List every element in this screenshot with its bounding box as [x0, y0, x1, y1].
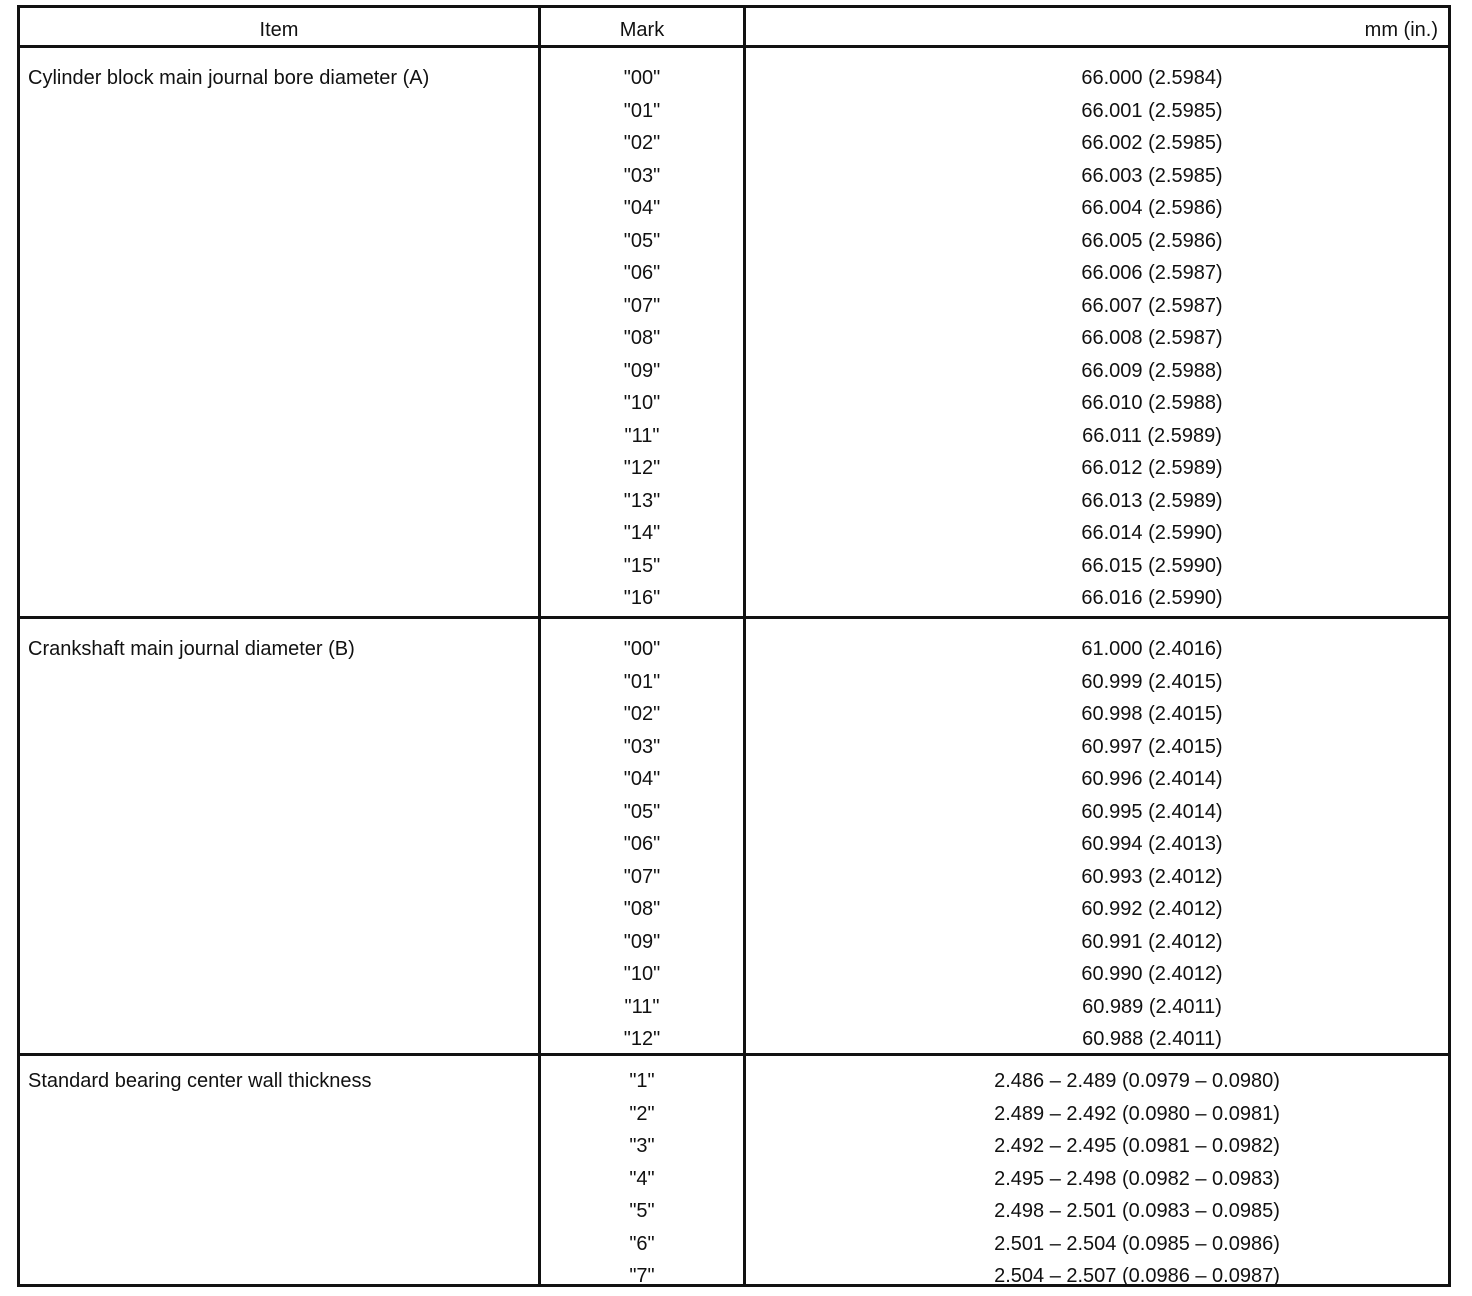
table-row — [541, 485, 1448, 518]
section-bore-diameter — [20, 48, 1448, 618]
table-row — [541, 731, 1448, 764]
value-cell: 2.489 – 2.492 (0.0980 – 0.0981) — [994, 1102, 1280, 1125]
header-mark: Mark — [619, 19, 665, 41]
mark-cell: "06" — [623, 262, 661, 284]
value-cell: 60.992 (2.4012) — [1081, 898, 1223, 920]
value-cell: 66.015 (2.5990) — [1081, 554, 1223, 577]
value-cell: 61.000 (2.4016) — [1081, 638, 1223, 660]
table-row — [541, 666, 1448, 699]
table-row — [541, 1065, 1448, 1098]
value-cell: 66.004 (2.5986) — [1081, 197, 1223, 219]
value-cell: 66.006 (2.5987) — [1081, 262, 1223, 284]
value-cell: 60.993 (2.4012) — [1081, 865, 1223, 888]
value-cell: 60.995 (2.4014) — [1081, 800, 1223, 823]
mark-cell: "11" — [624, 995, 660, 1018]
mark-cell: "03" — [623, 735, 661, 758]
value-cell: 60.994 (2.4013) — [1081, 833, 1223, 855]
table-row — [541, 991, 1448, 1024]
section-item-label: Cylinder block main journal bore diameter (A) — [28, 67, 430, 89]
table-row — [541, 582, 1448, 615]
value-cell: 60.990 (2.4012) — [1081, 963, 1223, 985]
table-header — [20, 8, 1448, 48]
value-cell: 60.996 (2.4014) — [1081, 768, 1223, 790]
section-rows — [541, 62, 1448, 615]
section-rows — [541, 633, 1448, 1056]
spec-table — [17, 5, 1451, 1287]
mark-cell: "10" — [623, 963, 661, 985]
mark-cell: "12" — [623, 457, 661, 479]
mark-cell: "05" — [623, 229, 661, 252]
table-row — [541, 420, 1448, 453]
value-cell: 66.016 (2.5990) — [1081, 587, 1223, 609]
value-cell: 66.007 (2.5987) — [1081, 294, 1223, 317]
mark-cell: "12" — [623, 1028, 661, 1050]
table-row — [541, 828, 1448, 861]
mark-cell: "16" — [623, 587, 661, 609]
table-row — [541, 257, 1448, 290]
table-row — [541, 926, 1448, 959]
table-row — [541, 517, 1448, 550]
table-row — [541, 1098, 1448, 1131]
mark-cell: "5" — [629, 1200, 655, 1222]
value-cell: 66.009 (2.5988) — [1081, 359, 1223, 382]
mark-cell: "03" — [623, 164, 661, 187]
table-row — [541, 633, 1448, 666]
value-cell: 2.504 – 2.507 (0.0986 – 0.0987) — [994, 1265, 1280, 1287]
mark-cell: "06" — [623, 833, 661, 855]
table-row — [541, 290, 1448, 323]
value-cell: 66.012 (2.5989) — [1081, 457, 1223, 479]
mark-cell: "08" — [623, 327, 661, 349]
value-cell: 66.013 (2.5989) — [1081, 489, 1223, 512]
section-rows — [541, 1065, 1448, 1293]
mark-cell: "04" — [623, 768, 661, 790]
mark-cell: "6" — [629, 1232, 655, 1255]
table-row — [541, 1163, 1448, 1196]
mark-cell: "15" — [623, 554, 661, 577]
table-row — [541, 62, 1448, 95]
table-row — [541, 1195, 1448, 1228]
mark-cell: "02" — [623, 703, 661, 725]
value-cell: 66.005 (2.5986) — [1081, 229, 1223, 252]
table-row — [541, 1023, 1448, 1056]
value-cell: 60.991 (2.4012) — [1081, 930, 1223, 953]
section-item-label: Crankshaft main journal diameter (B) — [28, 638, 355, 660]
mark-cell: "3" — [629, 1135, 655, 1157]
table-row — [541, 861, 1448, 894]
mark-cell: "01" — [623, 99, 661, 122]
table-row — [541, 452, 1448, 485]
table-row — [541, 1130, 1448, 1163]
section-bearing-thickness — [20, 1053, 1448, 1287]
mark-cell: "09" — [623, 359, 661, 382]
mark-cell: "11" — [624, 424, 660, 447]
value-cell: 66.008 (2.5987) — [1081, 327, 1223, 349]
table-row — [541, 387, 1448, 420]
mark-cell: "00" — [623, 67, 661, 89]
header-unit: mm (in.) — [1364, 19, 1438, 41]
value-cell: 2.495 – 2.498 (0.0982 – 0.0983) — [994, 1167, 1280, 1190]
mark-cell: "09" — [623, 930, 661, 953]
value-cell: 66.001 (2.5985) — [1081, 99, 1223, 122]
section-crankshaft-diameter — [20, 616, 1448, 1055]
value-cell: 66.010 (2.5988) — [1081, 392, 1223, 414]
value-cell: 2.501 – 2.504 (0.0985 – 0.0986) — [994, 1232, 1280, 1255]
value-cell: 60.998 (2.4015) — [1081, 703, 1223, 725]
mark-cell: "7" — [629, 1265, 655, 1287]
value-cell: 66.002 (2.5985) — [1081, 132, 1223, 154]
table-row — [541, 355, 1448, 388]
table-row — [541, 127, 1448, 160]
mark-cell: "00" — [623, 638, 661, 660]
value-cell: 2.486 – 2.489 (0.0979 – 0.0980) — [994, 1070, 1280, 1092]
table-row — [541, 796, 1448, 829]
value-cell: 66.014 (2.5990) — [1081, 522, 1223, 544]
value-cell: 2.498 – 2.501 (0.0983 – 0.0985) — [994, 1200, 1280, 1222]
table-row — [541, 160, 1448, 193]
table-row — [541, 192, 1448, 225]
table-row — [541, 550, 1448, 583]
header-item: Item — [259, 19, 299, 41]
table-row — [541, 95, 1448, 128]
mark-cell: "07" — [623, 294, 661, 317]
mark-cell: "01" — [623, 670, 661, 693]
table-row — [541, 1260, 1448, 1293]
table-row — [541, 1228, 1448, 1261]
mark-cell: "02" — [623, 132, 661, 154]
value-cell: 2.492 – 2.495 (0.0981 – 0.0982) — [994, 1135, 1280, 1157]
table-row — [541, 893, 1448, 926]
mark-cell: "14" — [623, 522, 661, 544]
table-row — [541, 958, 1448, 991]
value-cell: 60.997 (2.4015) — [1081, 735, 1223, 758]
value-cell: 66.003 (2.5985) — [1081, 164, 1223, 187]
value-cell: 60.988 (2.4011) — [1082, 1028, 1222, 1050]
table-row — [541, 322, 1448, 355]
table-row — [541, 225, 1448, 258]
value-cell: 60.999 (2.4015) — [1081, 670, 1223, 693]
value-cell: 66.000 (2.5984) — [1081, 67, 1223, 89]
value-cell: 66.011 (2.5989) — [1082, 424, 1222, 447]
table-row — [541, 763, 1448, 796]
mark-cell: "4" — [629, 1167, 655, 1190]
mark-cell: "1" — [629, 1070, 655, 1092]
mark-cell: "13" — [623, 489, 661, 512]
table-row — [541, 698, 1448, 731]
mark-cell: "05" — [623, 800, 661, 823]
mark-cell: "08" — [623, 898, 661, 920]
mark-cell: "04" — [623, 197, 661, 219]
mark-cell: "07" — [623, 865, 661, 888]
mark-cell: "2" — [629, 1102, 655, 1125]
value-cell: 60.989 (2.4011) — [1082, 995, 1222, 1018]
mark-cell: "10" — [623, 392, 661, 414]
section-item-label: Standard bearing center wall thickness — [28, 1070, 372, 1092]
